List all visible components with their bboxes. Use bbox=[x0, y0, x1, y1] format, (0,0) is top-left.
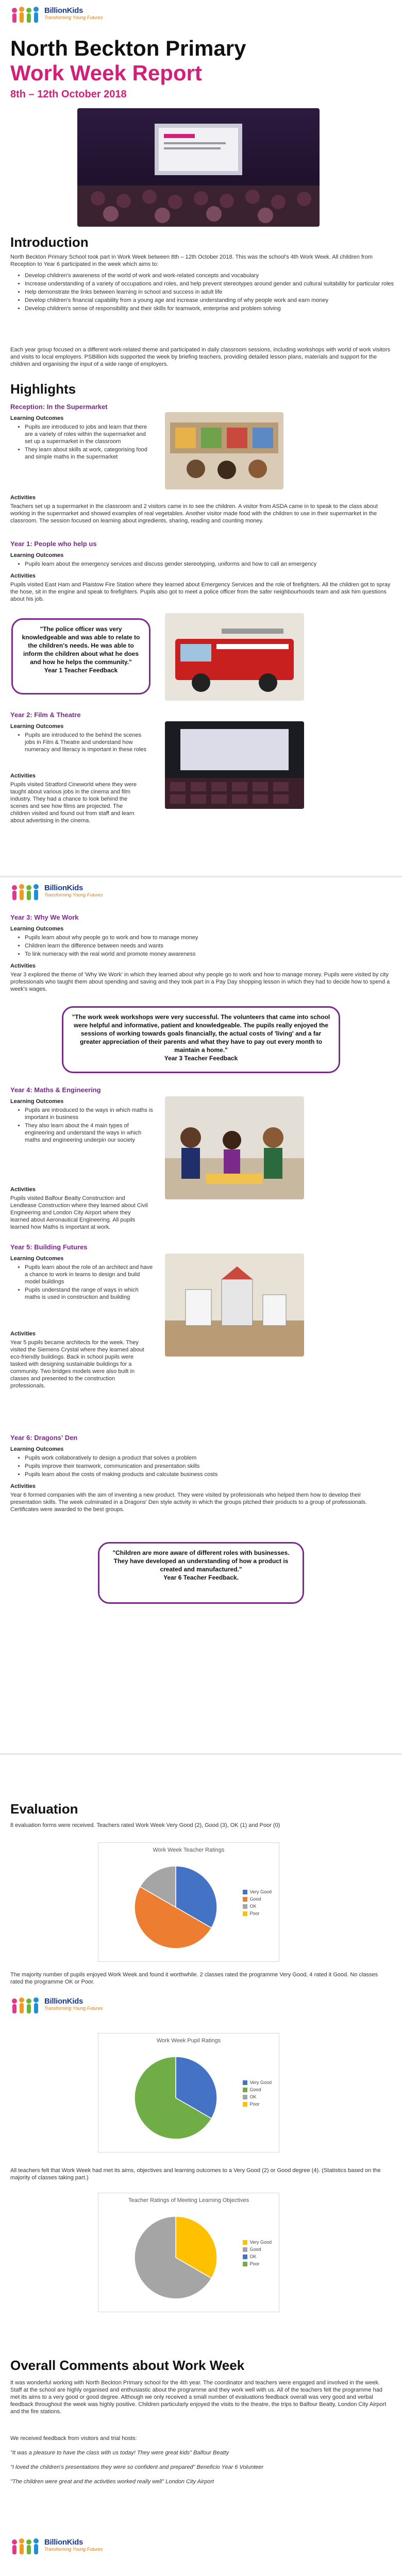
intro-aims-list bbox=[15, 272, 396, 313]
legend-item bbox=[243, 1896, 272, 1902]
y2-activities-text: Pupils visited Stratford Cineworld where they were taught about various jobs in the cinema and film industry. They had a chance to look behind the scenes and see how films are projected. The children visited and found out from staff and learn about advertising in the cinema. bbox=[10, 782, 137, 824]
chart-title: Work Week Teacher Ratings bbox=[153, 1847, 225, 1853]
y6-activities-label: Activities bbox=[10, 1483, 36, 1489]
legend-label: Poor bbox=[249, 2102, 260, 2107]
presentation-scene-icon bbox=[77, 108, 320, 227]
y4-outcomes-label: Learning Outcomes bbox=[10, 1098, 64, 1105]
supermarket-photo bbox=[165, 412, 283, 489]
legend-swatch bbox=[243, 2262, 247, 2266]
y1-outcomes-label: Learning Outcomes bbox=[10, 552, 64, 558]
reception-heading: Reception: In the Supermarket bbox=[10, 403, 108, 411]
engineering-scene-icon bbox=[165, 1096, 304, 1199]
list-item: • Help demonstrate the links between learning in school and success in adult life bbox=[25, 289, 396, 296]
legend-swatch bbox=[243, 2247, 247, 2252]
fire-engine-photo bbox=[165, 613, 304, 701]
visitor-quote-3: "The children were great and the activities worked really well" London City Airport bbox=[10, 2479, 214, 2485]
list-item: • They also learn about the 4 main types of engineering and understand the ways in which maths and engineering underpin our society bbox=[25, 1122, 154, 1144]
report-dates: 8th – 12th October 2018 bbox=[10, 89, 127, 100]
list-item: • Pupils learn about the emergency services and discuss gender stereotyping, uniforms and how to call an emergency bbox=[25, 561, 396, 568]
y5-activities-label: Activities bbox=[10, 1331, 36, 1337]
list-item: • Develop children's financial capability from a young age and increase understanding of why people work and earn money bbox=[25, 297, 396, 304]
y6-outcomes-list bbox=[15, 1454, 396, 1479]
brand-name: BillionKids bbox=[44, 1997, 83, 2006]
brand-name: BillionKids bbox=[44, 884, 83, 892]
y2-activities-label: Activities bbox=[10, 773, 36, 779]
billionkids-logo bbox=[10, 6, 103, 27]
quote-text: "Children are more aware of different roles with businesses. They have developed an understanding of how a product is created and manufactured." bbox=[112, 1549, 290, 1573]
year6-feedback-quote bbox=[98, 1542, 304, 1604]
y1-activities-text: Pupils visited East Ham and Plaistow Fire Station where they learned about Emergency Services and the role of firefighters. All the children got to spray the hose, sit in the engine and speak to firefighters. Pupils also got to meet a police officer from the safer neighbourhoods team and ask him questions about his job. bbox=[10, 582, 391, 602]
report-title: Work Week Report bbox=[10, 61, 202, 85]
quote-attribution: Year 3 Teacher Feedback bbox=[164, 1055, 238, 1062]
y4-activities-label: Activities bbox=[10, 1187, 36, 1193]
visitor-quote-2: "I loved the children's presentations they were so confident and prepared" Beneficio Year 6 Volunteer bbox=[10, 2464, 264, 2470]
fire-engine-icon bbox=[165, 613, 304, 701]
reception-activities-text: Teachers set up a supermarket in the classroom and 2 visitors came in to see the children. A visitor from ASDA came in to speak to the class about working in the supermarket and showed examples of real vegetables. Another visitor made food with the children to use in their supermarket in the classroom. The session focused on learning about ingredients, sharing, reading and counting money. bbox=[10, 503, 378, 524]
reception-outcomes-label: Learning Outcomes bbox=[10, 415, 64, 421]
chart-title: Teacher Ratings of Meeting Learning Objectives bbox=[128, 2197, 249, 2204]
y1-heading: Year 1: People who help us bbox=[10, 540, 97, 548]
list-item: • They learn about skills at work, categorising food and simple maths in the supermarket bbox=[25, 446, 154, 461]
list-item: • Pupils are introduced to jobs and learn that there are a variety of roles within the supermarket and set up a supermarket in the classroom bbox=[25, 423, 154, 445]
y2-outcomes-label: Learning Outcomes bbox=[10, 723, 64, 730]
report-page-2 bbox=[0, 877, 402, 1753]
quote-attribution: Year 1 Teacher Feedback bbox=[44, 667, 118, 674]
y1-activities-label: Activities bbox=[10, 573, 36, 579]
legend-label: Poor bbox=[249, 2261, 260, 2266]
kids-icon bbox=[10, 884, 42, 904]
learning-objectives-chart bbox=[98, 2193, 279, 2312]
chart-title: Work Week Pupil Ratings bbox=[156, 2038, 221, 2044]
legend-label: Poor bbox=[249, 1911, 260, 1916]
engineering-photo bbox=[165, 1096, 304, 1199]
intro-heading: Introduction bbox=[10, 234, 89, 250]
legend-item bbox=[243, 1904, 272, 1909]
shop-scene-icon bbox=[165, 412, 283, 489]
brand-tagline: Transforming Young Futures bbox=[44, 892, 103, 897]
list-item: • Children learn the difference between needs and wants bbox=[25, 942, 396, 950]
legend-swatch bbox=[243, 1904, 247, 1909]
legend-item bbox=[243, 2247, 272, 2252]
legend-item bbox=[243, 1889, 272, 1894]
list-item: • Develop children's awareness of the world of work and work-related concepts and vocabulary bbox=[25, 272, 396, 279]
legend-swatch bbox=[243, 2088, 247, 2092]
y4-outcomes-list bbox=[15, 1107, 154, 1145]
quote-text: "The police officer was very knowledgeable and was able to relate to the children's needs. He was able to inform the children about what he does and how he helps the community." bbox=[22, 625, 140, 666]
legend-item bbox=[243, 2080, 272, 2085]
y3-outcomes-label: Learning Outcomes bbox=[10, 926, 64, 932]
teacher-ratings-chart bbox=[98, 1842, 279, 1962]
list-item: • To link numeracy with the real world and promote money awareness bbox=[25, 951, 396, 958]
y6-outcomes-label: Learning Outcomes bbox=[10, 1446, 64, 1452]
report-page-3 bbox=[0, 1755, 402, 2576]
model-building-icon bbox=[165, 1253, 304, 1357]
school-title: North Beckton Primary bbox=[10, 36, 246, 60]
brand-name: BillionKids bbox=[44, 6, 83, 15]
report-page-1 bbox=[0, 0, 402, 876]
legend-swatch bbox=[243, 1890, 247, 1894]
list-item: • Pupils are introduced to the behind the scenes jobs in Film & Theatre and understand how numeracy and literacy is important in these roles bbox=[25, 732, 148, 753]
legend-swatch bbox=[243, 1911, 247, 1916]
overall-heading: Overall Comments about Work Week bbox=[10, 2358, 245, 2373]
legend-label: Good bbox=[249, 2247, 261, 2252]
legend-label: OK bbox=[249, 2254, 257, 2259]
billionkids-logo bbox=[10, 1997, 103, 2018]
evaluation-paragraph-2: The majority number of pupils enjoyed Work Week and found it worthwhile. 2 classes rated the programme Very Good, 4 rated it Good. No classes rated the programme OK or Poor. bbox=[10, 1972, 378, 1985]
quote-attribution: Year 6 Teacher Feedback. bbox=[163, 1574, 239, 1581]
list-item: • Develop children's sense of responsibility and their skills for teamwork, enterprise and problem solving bbox=[25, 305, 396, 312]
legend-item bbox=[243, 2261, 272, 2266]
quote-text: "The work week workshops were very successful. The volunteers that came into school were helpful and informative, patient and knowledgeable. The pupils really enjoyed the sessions of working towards goals financially, the actual costs of 'living' and a far greater appreciation of their parents and what they have to pay out every month to maintain a home." bbox=[72, 1013, 330, 1054]
overall-paragraph-1: It was wonderful working with North Beckton Primary school for the 4th year. The coordinator and teachers were engaged and involved in the week. Staff at the school are highly organised and enthusiastic about the programme and they work well with us. All of the teachers felt the programme had met its aims to a very good or good degree. Although we only received a small number of evaluations feedback overall was very good and verbal feedback throughout the week was highly positive. Children particularly enjoyed the visits to the theatre, the trips to Balfour Beatty, London City Airport and the fire stations. bbox=[10, 2380, 387, 2415]
chart-legend bbox=[243, 2240, 272, 2268]
legend-swatch bbox=[243, 2095, 247, 2099]
y5-activities-text: Year 5 pupils became architects for the week. They visited the Siemens Crystal where they learned about eco-friendly buildings. Back in school pupils were tasked with designing sustainable buildings for a community. Two bridges models were also built in classes and presented to the construction professionals. bbox=[10, 1340, 144, 1389]
legend-item bbox=[243, 2254, 272, 2259]
brand-tagline: Transforming Young Futures bbox=[44, 15, 103, 20]
y4-activities-text: Pupils visited Balfour Beatty Construction and Lendlease Construction where they learned about Civil Engineering and London City Airport where they learned about Aeronautical Engineering. All pupils learned how Maths is important at work. bbox=[10, 1195, 148, 1230]
legend-swatch bbox=[243, 2080, 247, 2085]
billionkids-logo bbox=[10, 2538, 103, 2558]
y3-heading: Year 3: Why We Work bbox=[10, 913, 79, 921]
legend-swatch bbox=[243, 1897, 247, 1902]
chart-legend bbox=[243, 2080, 272, 2109]
pupil-ratings-chart bbox=[98, 2033, 279, 2153]
y5-outcomes-list bbox=[15, 1264, 154, 1302]
overall-paragraph-2: We received feedback from visitors and trial hosts: bbox=[10, 2435, 137, 2442]
evaluation-heading: Evaluation bbox=[10, 1801, 78, 1817]
y6-activities-text: Year 6 formed companies with the aim of inventing a new product. They were visited by professionals who helped them how to develop their presentation skills. The week culminated in a Dragons' Den style activity in which the groups pitched their products to a group of professionals. Certificates were awarded to the best groups. bbox=[10, 1492, 367, 1513]
evaluation-paragraph-1: 8 evaluation forms were received. Teachers rated Work Week Very Good (2), Good (3), OK (1) and Poor (0) bbox=[10, 1822, 280, 1828]
legend-label: Good bbox=[249, 1896, 261, 1902]
legend-label: Very Good bbox=[249, 2080, 272, 2085]
y3-activities-text: Year 3 explored the theme of 'Why We Work' in which they learned about why people go to work and how to manage money. Pupils were visited by city professionals who taught them about spending and saving and they took part in a Pay Day shopping lesson in which they had to decide how to spend a week's wages. bbox=[10, 972, 390, 992]
kids-icon bbox=[10, 6, 42, 27]
classroom-photo bbox=[77, 108, 320, 227]
kids-icon bbox=[10, 1997, 42, 2018]
y4-heading: Year 4: Maths & Engineering bbox=[10, 1086, 101, 1094]
chart-legend bbox=[243, 1889, 272, 1918]
y1-outcomes-list bbox=[15, 561, 396, 569]
list-item: • Pupils improve their teamwork, communication and presentation skills bbox=[25, 1463, 396, 1470]
evaluation-paragraph-3: All teachers felt that Work Week had met its aims, objectives and learning outcomes to a Very Good (2) or Good degree (4). (Statistics based on the majority of classes taking part.) bbox=[10, 2167, 381, 2181]
legend-item bbox=[243, 1911, 272, 1916]
intro-paragraph-2: Each year group focused on a different work-related theme and participated in daily classroom sessions, including workshops with world of work visitors and visits to local employers. PSBillion kids supported the week by briefing teachers, providing detailed lesson plans, materials and support for the children and organising the input of a wide range of employers. bbox=[10, 347, 391, 367]
legend-item bbox=[243, 2240, 272, 2245]
legend-label: OK bbox=[249, 2094, 257, 2099]
legend-item bbox=[243, 2094, 272, 2099]
y2-outcomes-list bbox=[15, 732, 148, 754]
legend-label: Very Good bbox=[249, 1889, 272, 1894]
brand-tagline: Transforming Young Futures bbox=[44, 2006, 103, 2011]
visitor-quote-1: "It was a pleasure to have the class with us today! They were great kids" Balfour Beatty bbox=[10, 2450, 229, 2456]
y3-outcomes-list bbox=[15, 934, 396, 959]
y6-heading: Year 6: Dragons' Den bbox=[10, 1434, 78, 1442]
y5-outcomes-label: Learning Outcomes bbox=[10, 1256, 64, 1262]
building-models-photo bbox=[165, 1253, 304, 1357]
list-item: • Pupils work collaboratively to design a product that solves a problem bbox=[25, 1454, 396, 1462]
y2-heading: Year 2: Film & Theatre bbox=[10, 711, 81, 719]
brand-tagline: Transforming Young Futures bbox=[44, 2547, 103, 2552]
billionkids-logo bbox=[10, 884, 103, 904]
reception-activities-label: Activities bbox=[10, 495, 36, 501]
cinema-photo bbox=[165, 721, 304, 809]
intro-paragraph-1: North Beckton Primary School took part in Work Week between 8th – 12th October 2018. This was the school's 4th Work Week. All children from Reception to Year 6 participated in the week which aims to: bbox=[10, 254, 373, 267]
cinema-screen-icon bbox=[165, 721, 304, 809]
year3-feedback-quote bbox=[62, 1006, 340, 1073]
y3-activities-label: Activities bbox=[10, 963, 36, 969]
legend-label: OK bbox=[249, 1904, 257, 1909]
list-item: • Increase understanding of a variety of occupations and roles, and help prevent stereotypes around gender and cultural suitability for particular roles bbox=[25, 280, 396, 287]
list-item: • Pupils learn about the costs of making products and calculate business costs bbox=[25, 1471, 396, 1478]
y5-heading: Year 5: Building Futures bbox=[10, 1243, 88, 1251]
kids-icon bbox=[10, 2538, 42, 2558]
brand-name: BillionKids bbox=[44, 2538, 83, 2547]
legend-label: Very Good bbox=[249, 2240, 272, 2245]
legend-swatch bbox=[243, 2240, 247, 2245]
highlights-heading: Highlights bbox=[10, 381, 76, 397]
legend-swatch bbox=[243, 2255, 247, 2259]
list-item: • Pupils are introduced to the ways in which maths is important in business bbox=[25, 1107, 154, 1121]
list-item: • Pupils understand the range of ways in which maths is used in construction and building bbox=[25, 1286, 154, 1301]
list-item: • Pupils learn about the role of an architect and have a chance to work in teams to design and build model buildings bbox=[25, 1264, 154, 1285]
legend-swatch bbox=[243, 2102, 247, 2107]
year1-feedback-quote bbox=[11, 618, 150, 694]
legend-item bbox=[243, 2087, 272, 2092]
list-item: • Pupils learn about why people go to work and how to manage money bbox=[25, 934, 396, 941]
reception-outcomes-list bbox=[15, 423, 154, 462]
legend-label: Good bbox=[249, 2087, 261, 2092]
legend-item bbox=[243, 2102, 272, 2107]
